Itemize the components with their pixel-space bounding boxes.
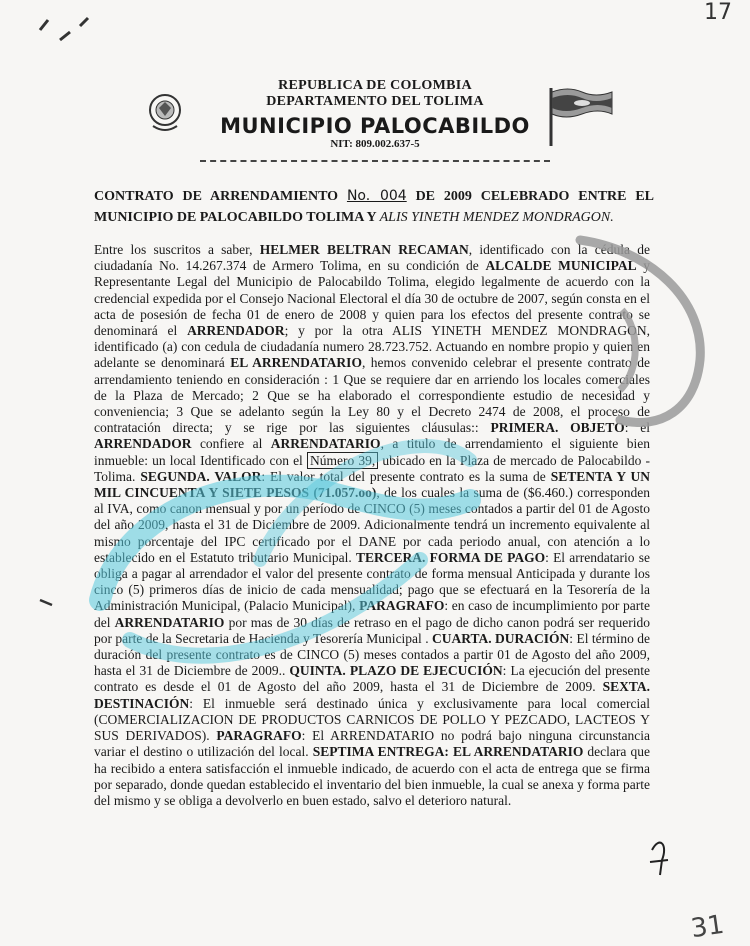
- text-run: : La ejecución del presente contrato es desde el 01 de Agosto del año 2009, hasta el 31 de Diciembre de 2009.: [94, 663, 650, 695]
- bold-run: QUINTA. PLAZO DE EJECUCIÓN: [289, 663, 503, 679]
- bold-run: CUARTA. DURACIÓN: [431, 630, 570, 646]
- bold-run: PARAGRAFO: [216, 728, 302, 744]
- bold-run: HELMER BELTRAN RECAMAN: [259, 242, 469, 257]
- text-run: : el: [624, 420, 651, 436]
- title-part1: CONTRATO DE ARRENDAMIENTO: [94, 189, 339, 204]
- bold-run: ARRENDADOR: [187, 323, 285, 339]
- header-country: REPUBLICA DE COLOMBIA: [278, 78, 472, 93]
- bold-run: ARRENDATARIO: [270, 436, 381, 452]
- bold-run: EL ARRENDATARIO: [230, 355, 362, 371]
- text-run: : El valor total del presente contrato es la suma de: [261, 468, 551, 484]
- text-run: y Representante Legal del Municipio de Palocabildo Tolima, elegido legalmente de acuerdo con la credencial expedida por el Consejo Nacional Electoral el día 30 de octubre de 2007, según consta en el acta de posesión de fecha 01 de enero de 2008 y quien para los efectos del presente contrato se denominará el: [94, 258, 650, 339]
- title-part2: DE 2009 CELEBRADO ENTRE EL MUNICIPIO DE PALOCABILDO TOLIMA Y: [94, 189, 655, 225]
- tenant-name: ALIS YINETH MENDEZ MONDRAGON.: [379, 210, 614, 225]
- bold-run: PRIMERA. OBJETO: [490, 420, 625, 436]
- boxed-local-number: Número 39,: [307, 452, 378, 469]
- corner-mark: 17: [704, 0, 732, 25]
- contract-number: No. 004: [346, 188, 407, 204]
- text-run: , identificado con la cédula de ciudadanía No. 14.267.374 de Armero Tolima, en su condición de: [94, 242, 650, 274]
- text-run: ; y por la otra ALIS YINETH MENDEZ MONDRAGON, identificado (a) con cedula de ciudadanía numero 28.723.752. Actuando en nombre propio y quien en adelante se denominará: [94, 323, 650, 371]
- text-run: confiere al: [191, 436, 271, 452]
- bold-run: SEXTA. DESTINACIÓN: [94, 679, 650, 711]
- text-run: , a titulo de arrendamiento el siguiente bien inmueble: un local Identificado con el: [94, 436, 650, 468]
- text-run: , de los cuales la suma de ($6.460.) corresponden al IVA, como canon mensual y por un período de CINCO (5) meses contados a partir del 01 de Agosto del año 2009, hasta el 31 de Diciembre de 2009. Adicionalmente tendrá un incremento equivalente al mismo porcentaje del IPC certificado por el DANE por cada periodo anual, con atención a lo establecido en el Estatuto tributario Municipal.: [94, 485, 650, 565]
- text-run: : El término de duración del presente contrato es de CINCO (5) meses contados a partir 01 de Agosto del año 2009, hasta el 31 de Diciembre de 2009..: [94, 630, 650, 679]
- header-divider: [200, 160, 550, 162]
- contract-title: [94, 186, 654, 228]
- text-run: , hemos convenido celebrar el presente contrato de arrendamiento teniendo en consideración : 1 Que se requiere dar en arriendo los locales comerciales de la Plaza de Mercado; 2 Que se ha elaborado el correspondiente estudio de necesidad y conveniencia; 3 Que se adelanto según la Ley 80 y el Decreto 2474 de 2008, el proceso de contratación directa; y se rige por las siguientes cláusulas::: [94, 355, 650, 436]
- text-run: ubicado en la Plaza de mercado de Palocabildo - Tolima.: [94, 452, 650, 484]
- header-municipality: MUNICIPIO PALOCABILDO: [220, 114, 530, 138]
- handwritten-page-number: 31: [688, 909, 726, 945]
- bold-run: SEGUNDA. VALOR: [140, 468, 262, 484]
- text-run: : El inmueble será destinado única y exclusivamente para local comercial (COMERCIALIZACION DE PRODUCTOS CARNICOS DE POLLO Y PEZCADO, LACTEOS Y SUS DERIVADOS).: [94, 695, 650, 744]
- bold-run: ARRENDADOR: [94, 436, 192, 452]
- text-run: por mas de 30 días de retraso en el pago de dicho canon podrá ser requerido por parte de la Secretaria de Hacienda y Tesorería Municipal .: [94, 614, 650, 646]
- text-run: : El ARRENDATARIO no podrá bajo ninguna circunstancia variar el destino o utilización del local.: [94, 728, 651, 760]
- header-department: DEPARTAMENTO DEL TOLIMA: [266, 94, 484, 109]
- header-nit: NIT: 809.002.637-5: [330, 138, 420, 150]
- text-run: declara que ha recibido a entera satisfacción el inmueble indicado, de acuerdo con el acta de entrega que se firma por separado, donde quedan establecido el inventario del bien inmueble, la cual se anexa y forma parte del mismo y se obliga a devolverlo en buen estado, salvo el deterioro natural.: [94, 744, 650, 808]
- contract-body: [94, 242, 650, 809]
- text-run: Entre los suscritos a saber,: [94, 242, 260, 257]
- bold-run: ALCALDE MUNICIPAL: [485, 258, 637, 274]
- bold-run: PARAGRAFO: [359, 598, 445, 614]
- text-run: : en caso de incumplimiento por parte del: [94, 598, 650, 630]
- bold-run: TERCERA. FORMA DE PAGO: [355, 549, 546, 565]
- text-run: : El arrendatario se obliga a pagar al arrendador el valor del presente contrato de forma mensual Anticipada y durante los cinco (5) primeros días de inicio de cada mensualidad; pago que se efectuará en la Tesorería de la Administración Municipal, (Palacio Municipal),: [94, 549, 650, 614]
- bold-run: ARRENDATARIO: [114, 614, 225, 630]
- bold-run: SETENTA Y UN MIL CINCUENTA Y SIETE PESOS (71.057.oo): [94, 468, 651, 501]
- bold-run: SEPTIMA ENTREGA: EL ARRENDATARIO: [312, 744, 584, 760]
